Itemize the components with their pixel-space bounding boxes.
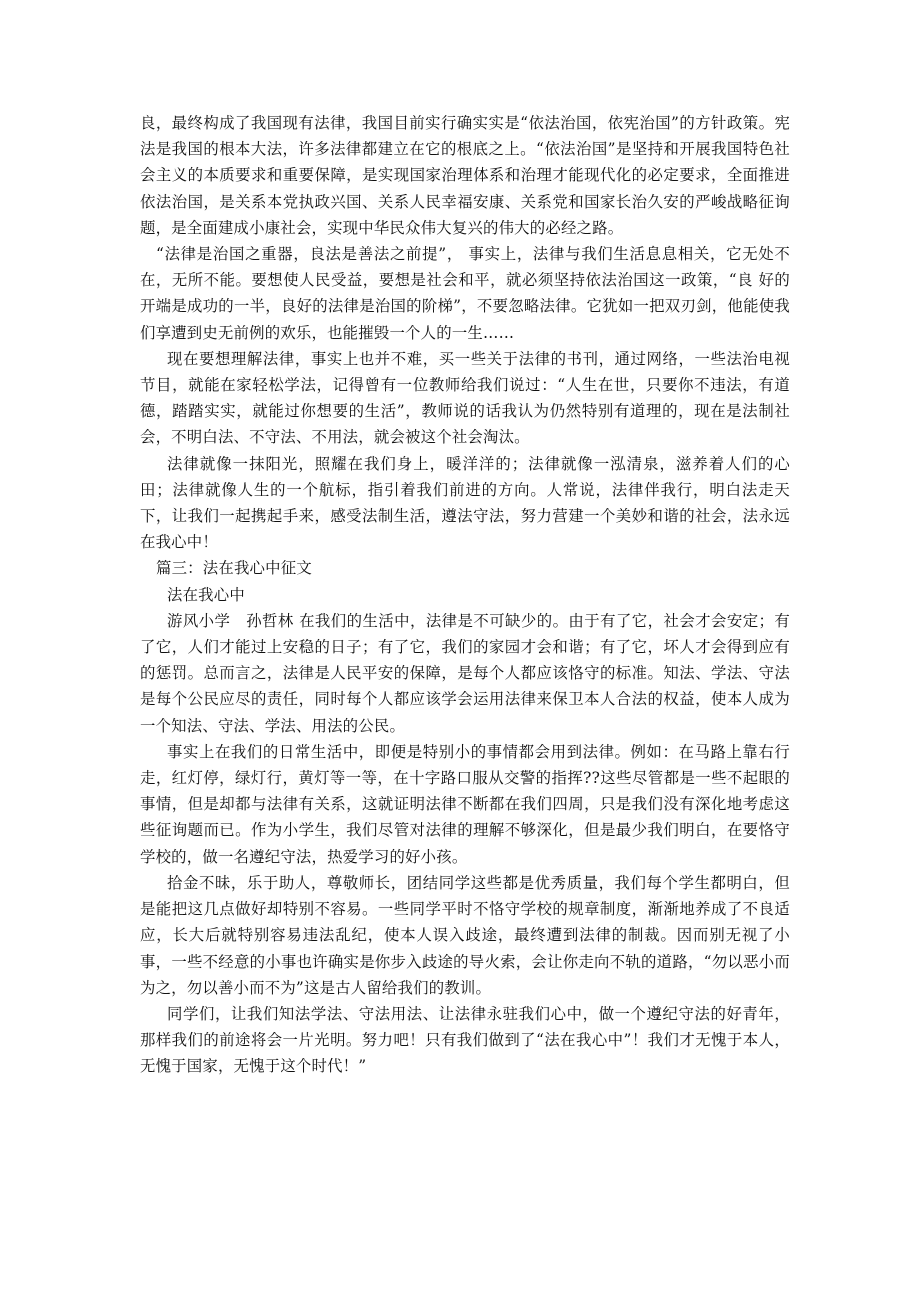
essay-title: 法在我心中 [167,585,245,604]
paragraph-daily-life: 事实上在我们的日常生活中，即便是特别小的事情都会用到法律。例如：在马路上靠右行走，红灯停，绿灯行，黄灯等一等，在十字路口服从交警的指挥??这些尽管都是一些不起眼的事情，但是却都与法律有关系，这就证明法律不断都在我们四周，只是我们没有深化地考虑这些征询题而已。作为小学生，我们尽管对法律的理解不够深化，但是最少我们明白，在要恪守学校的，做一名遵纪守法，热爱学习的好小孩。 [140,742,790,866]
paragraph-conclusion: 同学们，让我们知法学法、守法用法、让法律永驻我们心中，做一个遵纪守法的好青年，那样我们的前途将会一片光明。努力吧！只有我们做到了“法在我心中”！我们才无愧于本人，无愧于国家，无愧于这个时代！” [140,1004,790,1076]
section-heading: 篇三：法在我心中征文 [156,559,312,578]
paragraph-law-quote: “法律是治国之重器，良法是善法之前提”， 事实上，法律与我们生活息息相关，它无处不在，无所不能。要想使人民受益，要想是社会和平，就必须坚持依法治国这一政策，“良 好的开端是成功的一半，良好的法律是治国的阶梯”，不要忽略法律。它犹如一把双刃剑，他能使我们享遭到史无前例的欢乐，也能摧毁一个人的一生…… [140,245,790,342]
paragraph-learning-law: 现在要想理解法律，事实上也并不难，买一些关于法律的书刊，通过网络，一些法治电视节目，就能在家轻松学法，记得曾有一位教师给我们说过：“人生在世，只要你不违法，有道德，踏踏实实，就能过你想要的生活”，教师说的话我认为仍然特别有道理的，现在是法制社会，不明白法、不守法、不用法，就会被这个社会淘汰。 [140,349,790,447]
paragraph-law-sunshine: 法律就像一抹阳光，照耀在我们身上，暖洋洋的；法律就像一泓清泉，滋养着人们的心田；法律就像人生的一个航标，指引着我们前进的方向。人常说，法律伴我行，明白法走天下，让我们一起携起手来，感受法制生活，遵法守法，努力营建一个美妙和谐的社会，法永远在我心中！ [140,454,790,552]
paragraph-continuation: 良，最终构成了我国现有法律，我国目前实行确实实是“依法治国，依宪治国”的方针政策。宪法是我国的根本大法，许多法律都建立在它的根底之上。“依法治国”是坚持和开展我国特色社会主义的本质要求和重要保障，是实现国家治理体系和治理才能现代化的必定要求，全面推进依法治国，是关系本党执政兴国、关系人民幸福安康、关系党和国家长治久安的严峻战略征询题，是全面建成小康社会，实现中华民众伟大复兴的伟大的必经之路。 [140,114,790,237]
paragraph-virtues: 拾金不昧，乐于助人，尊敬师长，团结同学这些都是优秀质量，我们每个学生都明白，但是能把这几点做好却特别不容易。一些同学平时不恪守学校的规章制度，渐渐地养成了不良适应，长大后就特别容易违法乱纪，使本人误入歧途，最终遭到法律的制裁。因而别无视了小事，一些不经意的小事也许确实是你步入歧途的导火索，会让你走向不轨的道路，“勿以恶小而为之，勿以善小而不为”这是古人留给我们的教训。 [140,873,790,997]
document-body [140,110,790,1080]
paragraph-essay-intro: 游风小学 孙哲林 在我们的生活中，法律是不可缺少的。由于有了它，社会才会安定；有了它，人们才能过上安稳的日子；有了它，我们的家园才会和谐；有了它，坏人才会得到应有的惩罚。总而言之，法律是人民平安的保障，是每个人都应该恪守的标准。知法、学法、守法是每个公民应尽的责任，同时每个人都应该学会运用法律来保卫本人合法的权益，使本人成为一个知法、守法、学法、用法的公民。 [140,611,790,735]
